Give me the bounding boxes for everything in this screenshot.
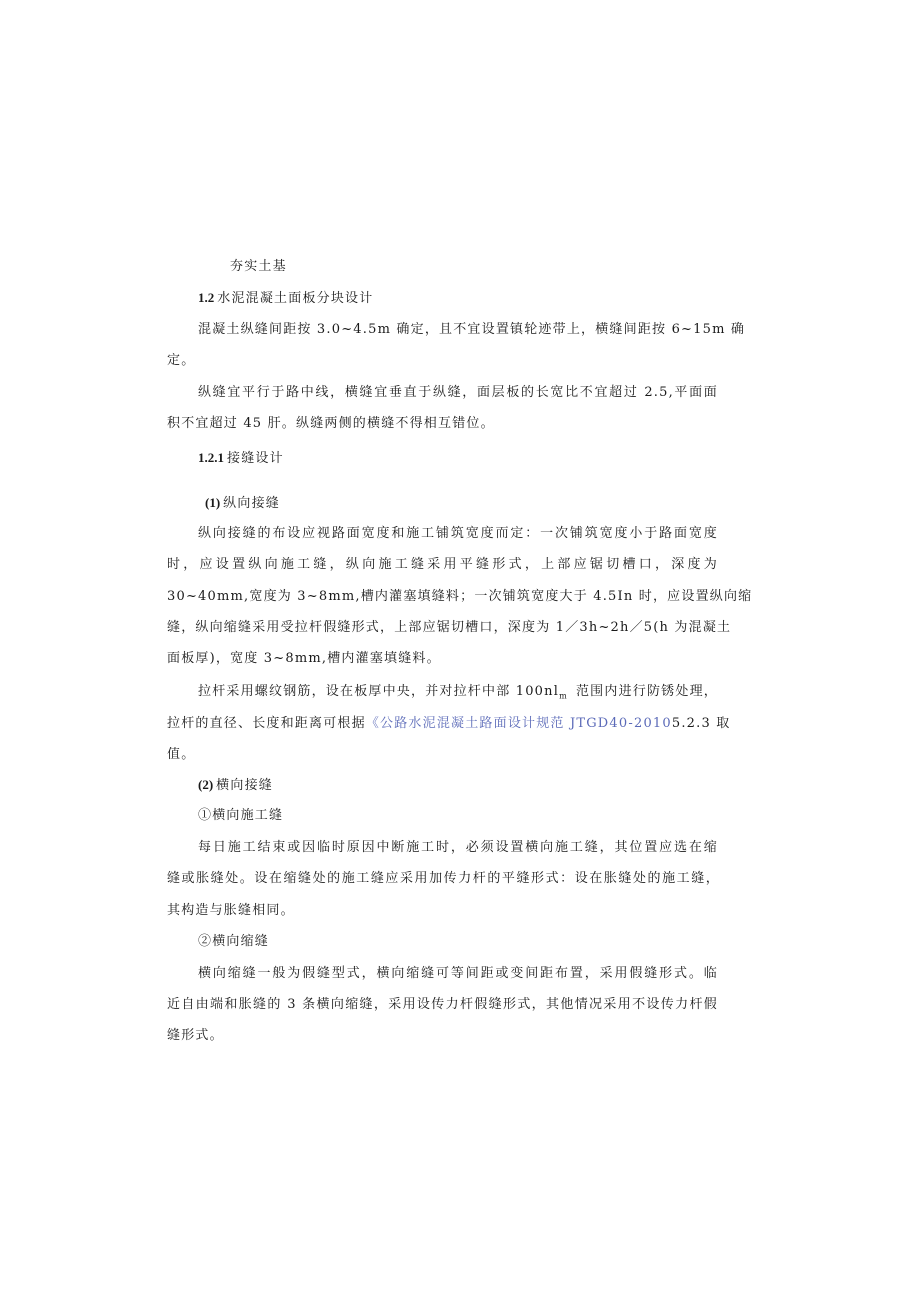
subsection-number: (2) (198, 777, 214, 792)
section-number: 1.2.1 (198, 450, 224, 465)
compact-soil-label: 夯实土基 (230, 259, 287, 274)
section-title: 接缝设计 (227, 451, 284, 466)
item-1-heading: ①横向施工缝 (198, 808, 284, 823)
paragraph-line (167, 715, 731, 733)
text-run: 范围内进行防锈处理， (575, 684, 718, 699)
paragraph-line: 积不宜超过 45 肝。纵缝两侧的横缝不得相互错位。 (167, 416, 495, 431)
paragraph-line: 近自由端和胀缝的 3 条横向缩缝，采用设传力杆假缝形式，其他情况采用不设传力杆假 (167, 997, 718, 1012)
paragraph-line: 定。 (167, 353, 196, 368)
section-1-2-1-heading (198, 449, 284, 468)
paragraph-line: 纵向接缝的布设应视路面宽度和施工铺筑宽度而定：一次铺筑宽度小于路面宽度 (198, 526, 718, 541)
paragraph-line: 值。 (167, 747, 196, 762)
paragraph-line: 纵缝宜平行于路中线，横缝宜垂直于纵缝，面层板的长宽比不宜超过 2.5,平面面 (198, 385, 718, 400)
section-title: 水泥混凝土面板分块设计 (217, 291, 374, 306)
subsection-title: 纵向接缝 (223, 496, 280, 511)
paragraph-line: 每日施工结束或因临时原因中断施工时，必须设置横向施工缝，其位置应选在缩 (198, 840, 718, 855)
paragraph-line: 混凝土纵缝间距按 3.0~4.5m 确定，且不宜设置镇轮迹带上，横缝间距按 6~15m 确 (198, 322, 746, 337)
text-subscript: m (559, 691, 568, 701)
paragraph-line: 缝或胀缝处。设在缩缝处的施工缝应采用加传力杆的平缝形式：设在胀缝处的施工缝， (167, 871, 720, 886)
paragraph-line: 其构造与胀缝相同。 (167, 903, 295, 918)
paragraph-line: 时，应设置纵向施工缝，纵向施工缝采用平缝形式，上部应锯切槽口，深度为 (167, 557, 718, 572)
paragraph-line (198, 683, 718, 706)
item-2-heading: ②横向缩缝 (198, 934, 270, 949)
paragraph-line: 30~40mm,宽度为 3~8mm,槽内灌塞填缝料；一次铺筑宽度大于 4.5In 时，应设置纵向缩 (167, 589, 753, 604)
text-run: 拉杆的直径、长度和距离可根据 (167, 716, 366, 731)
text-run: 5.2.3 取 (671, 716, 731, 731)
paragraph-line: 面板厚)，宽度 3~8mm,槽内灌塞填缝料。 (167, 651, 441, 666)
section-1-2-heading (198, 289, 373, 308)
subsection-2-heading (198, 776, 273, 795)
section-number: 1.2 (198, 290, 215, 305)
paragraph-line: 缝，纵向缩缝采用受拉杆假缝形式，上部应锯切槽口，深度为 1／3h~2h／5(h 为混凝土 (167, 620, 732, 635)
text-run: 拉杆采用螺纹钢筋，设在板厚中央，并对拉杆中部 100nl (198, 684, 560, 699)
subsection-number: (1) (205, 495, 221, 510)
subsection-1-heading (205, 494, 280, 513)
paragraph-line: 横向缩缝一般为假缝型式，横向缩缝可等间距或变间距布置，采用假缝形式。临 (198, 966, 718, 981)
paragraph-line: 缝形式。 (167, 1028, 224, 1043)
subsection-title: 横向接缝 (216, 778, 273, 793)
standard-reference-link[interactable]: 《公路水泥混凝土路面设计规范 JTGD40-2010 (365, 716, 672, 731)
